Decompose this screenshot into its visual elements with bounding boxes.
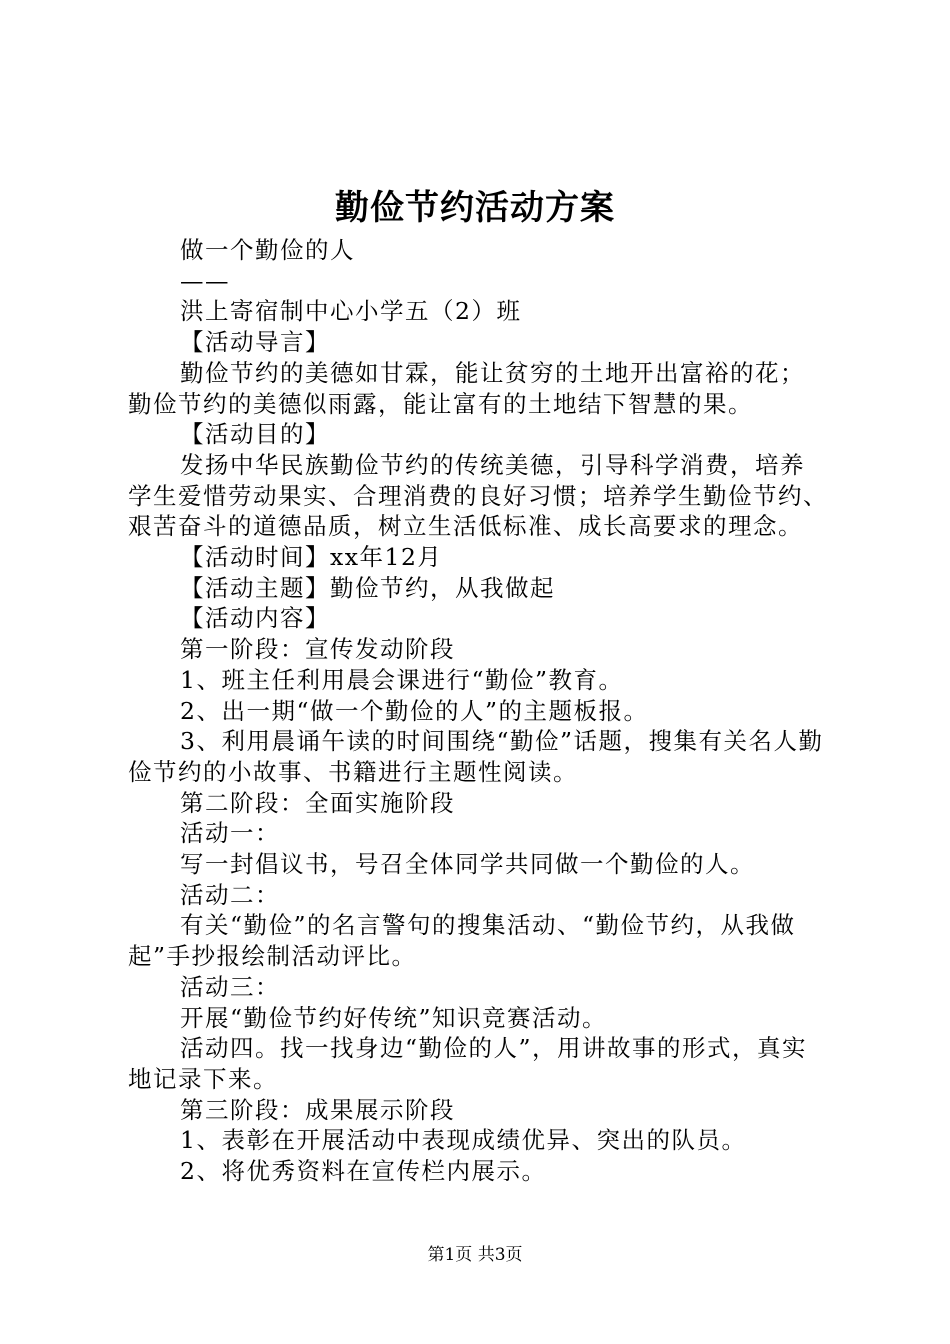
paragraph-activity: 有关“勤俭”的名言警句的搜集活动、“勤俭节约，从我做起”手抄报绘制活动评比。 xyxy=(128,911,796,971)
paragraph-activity-label: 活动二： xyxy=(180,880,280,909)
paragraph-class: 洪上寄宿制中心小学五（2）班 xyxy=(180,297,522,326)
paragraph-activity: 写一封倡议书，号召全体同学共同做一个勤俭的人。 xyxy=(180,850,755,879)
paragraph-activity: 活动四。找一找身边“勤俭的人”，用讲故事的形式，真实地记录下来。 xyxy=(128,1034,808,1093)
paragraph-intro: 勤俭节约的美德如甘霖，能让贫穷的土地开出富裕的花；勤俭节约的美德似雨露，能让富有的土地结下智慧的果。 xyxy=(128,358,805,418)
document-body xyxy=(128,235,828,1187)
section-heading-content: 【活动内容】 xyxy=(180,604,330,633)
paragraph-stage-2: 第二阶段：全面实施阶段 xyxy=(180,788,455,817)
paragraph-stage-1: 第一阶段：宣传发动阶段 xyxy=(180,635,455,664)
paragraph-activity-label: 活动一： xyxy=(180,819,280,848)
paragraph-activity: 开展“勤俭节约好传统”知识竞赛活动。 xyxy=(180,1003,608,1032)
paragraph-item: 3、利用晨诵午读的时间围绕“勤俭”话题，搜集有关名人勤俭节约的小故事、书籍进行主题性阅读。 xyxy=(128,727,824,786)
page-number-footer: 第1页 共3页 xyxy=(427,1245,523,1265)
document-title: 勤俭节约活动方案 xyxy=(335,188,615,228)
paragraph-item: 1、班主任利用晨会课进行“勤俭”教育。 xyxy=(180,665,624,694)
paragraph-item: 2、出一期“做一个勤俭的人”的主题板报。 xyxy=(180,696,649,725)
paragraph-theme: 【活动主题】勤俭节约，从我做起 xyxy=(180,573,555,602)
paragraph-stage-3: 第三阶段：成果展示阶段 xyxy=(180,1095,455,1124)
paragraph-dash: —— xyxy=(180,266,230,295)
paragraph-subtitle: 做一个勤俭的人 xyxy=(180,236,355,264)
section-heading-intro: 【活动导言】 xyxy=(180,328,330,357)
paragraph-item: 2、将优秀资料在宣传栏内展示。 xyxy=(180,1157,547,1186)
paragraph-time: 【活动时间】xx年12月 xyxy=(180,543,443,572)
paragraph-item: 1、表彰在开展活动中表现成绩优异、突出的队员。 xyxy=(180,1126,747,1155)
paragraph-activity-label: 活动三： xyxy=(180,972,280,1001)
paragraph-purpose: 发扬中华民族勤俭节约的传统美德，引导科学消费，培养学生爱惜劳动果实、合理消费的良好习惯；培养学生勤俭节约、艰苦奋斗的道德品质，树立生活低标准、成长高要求的理念。 xyxy=(128,450,828,541)
section-heading-purpose: 【活动目的】 xyxy=(180,420,330,449)
